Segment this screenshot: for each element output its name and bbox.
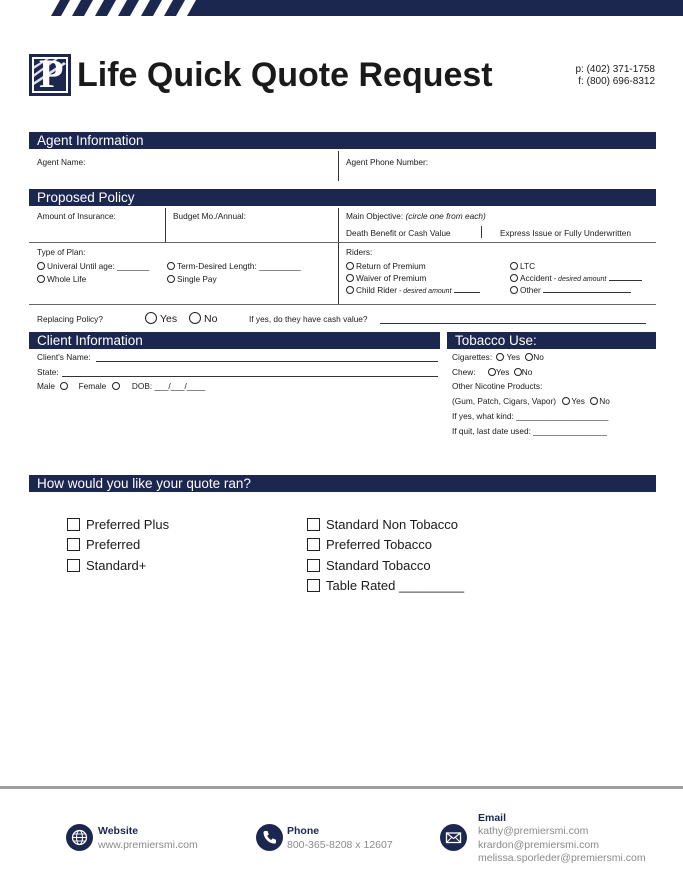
plan-single-option[interactable] bbox=[167, 274, 217, 284]
replacing-no-text: No bbox=[204, 313, 218, 325]
rider-rop-text: Return of Premium bbox=[356, 261, 426, 271]
website-label: Website bbox=[98, 825, 139, 837]
other-no-radio[interactable] bbox=[590, 397, 598, 405]
replacing-no-option[interactable] bbox=[189, 312, 217, 325]
rider-ltc-option[interactable] bbox=[510, 261, 535, 271]
radio-circle[interactable] bbox=[510, 262, 518, 270]
checkbox[interactable] bbox=[307, 559, 320, 572]
radio-circle[interactable] bbox=[167, 275, 175, 283]
radio-circle[interactable] bbox=[167, 262, 175, 270]
quote-option[interactable] bbox=[307, 517, 464, 537]
riders-label: Riders: bbox=[346, 247, 373, 257]
quote-option-label: Standard Non Tobacco bbox=[326, 517, 459, 532]
what-kind-field[interactable]: If yes, what kind: ____________________ bbox=[452, 411, 609, 421]
globe-icon bbox=[66, 824, 93, 851]
main-objective-label bbox=[346, 211, 486, 221]
rider-child-text: Child Rider bbox=[356, 285, 398, 295]
agent-section-heading: Agent Information bbox=[29, 132, 656, 149]
quote-options-right bbox=[307, 517, 464, 598]
phone-icon bbox=[256, 824, 283, 851]
female-label: Female bbox=[78, 381, 107, 391]
other-no-text: No bbox=[599, 396, 610, 406]
top-stripe-band bbox=[0, 0, 683, 16]
quote-options-left bbox=[67, 517, 169, 578]
radio-circle[interactable] bbox=[189, 312, 201, 324]
rider-rop-option[interactable] bbox=[346, 261, 426, 271]
row-divider bbox=[29, 242, 656, 243]
objective-option-express-full[interactable]: Express Issue or Fully Underwritten bbox=[500, 228, 631, 238]
plan-ul-option[interactable] bbox=[37, 261, 149, 271]
divider bbox=[338, 208, 339, 304]
email-link-2[interactable]: krardon@premiersmi.com bbox=[478, 839, 599, 851]
male-radio[interactable] bbox=[60, 382, 68, 390]
checkbox[interactable] bbox=[307, 538, 320, 551]
company-logo bbox=[29, 51, 71, 96]
main-objective-text: Main Objective: bbox=[346, 211, 404, 221]
dob-field[interactable]: DOB: ___/___/____ bbox=[131, 381, 206, 391]
replacing-policy-label: Replacing Policy? bbox=[37, 314, 103, 324]
rider-other-text: Other bbox=[520, 285, 541, 295]
state-field[interactable]: State: bbox=[37, 367, 59, 377]
other-yes-text: Yes bbox=[571, 396, 585, 406]
cash-value-text: If yes, do they have cash value? bbox=[249, 314, 368, 324]
female-radio[interactable] bbox=[112, 382, 120, 390]
other-yes-radio[interactable] bbox=[562, 397, 570, 405]
chew-label: Chew: bbox=[452, 367, 476, 377]
rider-accident-blank[interactable] bbox=[609, 280, 642, 281]
amount-insurance-field[interactable]: Amount of Insurance: bbox=[37, 211, 116, 221]
rider-wop-option[interactable] bbox=[346, 273, 426, 283]
plan-ul-text: Univeral Until age: _______ bbox=[47, 261, 150, 271]
phone-label: Phone bbox=[287, 825, 320, 837]
plan-term-option[interactable] bbox=[167, 261, 301, 271]
logo-letter: P bbox=[39, 51, 64, 96]
chew-row bbox=[452, 367, 532, 377]
other-nicotine-label: Other Nicotine Products: bbox=[452, 381, 543, 391]
client-name-line[interactable] bbox=[96, 361, 438, 362]
radio-circle[interactable] bbox=[145, 312, 157, 324]
client-name-field[interactable]: Client's Name: bbox=[37, 352, 91, 362]
website-link[interactable]: www.premiersmi.com bbox=[98, 839, 198, 851]
plan-whole-text: Whole Life bbox=[47, 274, 87, 284]
rider-other-blank[interactable] bbox=[543, 292, 631, 293]
cigarettes-label: Cigarettes: bbox=[452, 352, 493, 362]
quote-option-label: Standard Tobacco bbox=[326, 557, 431, 573]
email-link-1[interactable]: kathy@premiersmi.com bbox=[478, 825, 589, 837]
checkbox[interactable] bbox=[67, 538, 80, 551]
agent-name-field[interactable]: Agent Name: bbox=[37, 157, 86, 167]
rider-wop-text: Waiver of Premium bbox=[356, 273, 427, 283]
quit-date-field[interactable]: If quit, last date used: ________________ bbox=[452, 426, 608, 436]
plan-type-label: Type of Plan: bbox=[37, 247, 86, 257]
male-label: Male bbox=[37, 381, 55, 391]
rider-accident-option[interactable] bbox=[510, 273, 642, 285]
divider bbox=[338, 151, 339, 181]
checkbox[interactable] bbox=[307, 518, 320, 531]
chew-yes-text: Yes bbox=[495, 367, 510, 377]
radio-circle[interactable] bbox=[346, 286, 354, 294]
phone-link[interactable]: 800-365-8208 x 12607 bbox=[287, 839, 393, 851]
plan-single-text: Single Pay bbox=[177, 274, 217, 284]
quote-option[interactable] bbox=[307, 558, 464, 578]
rider-child-option[interactable] bbox=[346, 285, 480, 297]
cigarettes-row bbox=[452, 352, 544, 362]
contact-phone: p: (402) 371-1758 bbox=[575, 64, 655, 75]
row-divider bbox=[29, 304, 656, 305]
checkbox[interactable] bbox=[67, 518, 80, 531]
chew-no-radio[interactable] bbox=[514, 368, 522, 376]
email-link-3[interactable]: melissa.sporleder@premiersmi.com bbox=[478, 852, 646, 864]
quote-option-label: Standard+ bbox=[86, 557, 147, 573]
page-title: Life Quick Quote Request bbox=[77, 56, 493, 94]
state-line[interactable] bbox=[62, 376, 438, 377]
divider bbox=[481, 226, 482, 238]
radio-circle[interactable] bbox=[510, 286, 518, 294]
cash-value-field[interactable] bbox=[249, 314, 368, 324]
quote-option[interactable] bbox=[67, 558, 169, 578]
quote-option[interactable] bbox=[67, 537, 169, 557]
client-section-heading: Client Information bbox=[29, 332, 440, 349]
rider-accident-note: - desired amount bbox=[551, 276, 607, 283]
replacing-yes-option[interactable] bbox=[145, 312, 177, 325]
objective-option-death-cash[interactable]: Death Benefit or Cash Value bbox=[346, 228, 451, 238]
quote-section-heading: How would you like your quote ran? bbox=[29, 475, 656, 492]
chew-no-text: No bbox=[521, 367, 533, 377]
rider-child-note: - desired amount bbox=[397, 288, 452, 295]
email-label: Email bbox=[478, 812, 507, 824]
rider-other-option[interactable] bbox=[510, 285, 631, 295]
envelope-icon bbox=[440, 824, 467, 851]
radio-circle[interactable] bbox=[346, 274, 354, 282]
replacing-yes-text: Yes bbox=[160, 313, 178, 325]
quote-option[interactable] bbox=[307, 537, 464, 557]
rider-ltc-text: LTC bbox=[520, 261, 536, 271]
cigarettes-yes-radio[interactable] bbox=[496, 353, 504, 361]
plan-whole-option[interactable] bbox=[37, 274, 86, 284]
plan-term-text: Term-Desired Length: _________ bbox=[177, 261, 301, 271]
radio-circle[interactable] bbox=[37, 275, 45, 283]
agent-phone-field[interactable]: Agent Phone Number: bbox=[346, 157, 429, 167]
quote-option[interactable] bbox=[67, 517, 169, 537]
gender-dob-row bbox=[37, 381, 205, 391]
quote-option-label: Preferred Tobacco bbox=[326, 537, 432, 553]
cigarettes-no-text: No bbox=[533, 352, 544, 362]
footer-divider bbox=[0, 786, 683, 789]
radio-circle[interactable] bbox=[346, 262, 354, 270]
divider bbox=[165, 208, 166, 242]
other-nicotine-examples: (Gum, Patch, Cigars, Vapor) bbox=[452, 396, 557, 406]
quote-option-label: Table Rated _________ bbox=[326, 577, 465, 593]
checkbox[interactable] bbox=[67, 559, 80, 572]
quote-option-label: Preferred Plus bbox=[86, 517, 170, 532]
other-nicotine-row bbox=[452, 396, 610, 406]
quote-option-label: Preferred bbox=[86, 537, 141, 553]
rider-child-blank[interactable] bbox=[454, 292, 480, 293]
radio-circle[interactable] bbox=[510, 274, 518, 282]
quote-option[interactable] bbox=[307, 578, 464, 598]
radio-circle[interactable] bbox=[37, 262, 45, 270]
cash-value-line[interactable] bbox=[380, 323, 646, 324]
checkbox[interactable] bbox=[307, 579, 320, 592]
policy-section-heading: Proposed Policy bbox=[29, 189, 656, 206]
cigarettes-yes-text: Yes bbox=[506, 352, 520, 362]
tobacco-section-heading: Tobacco Use: bbox=[447, 332, 656, 349]
rider-accident-text: Accident bbox=[520, 273, 552, 283]
budget-field[interactable]: Budget Mo./Annual: bbox=[173, 211, 246, 221]
main-objective-note: (circle one from each) bbox=[405, 211, 486, 221]
chew-yes-radio[interactable] bbox=[488, 368, 496, 376]
contact-fax: f: (800) 696-8312 bbox=[578, 76, 655, 87]
